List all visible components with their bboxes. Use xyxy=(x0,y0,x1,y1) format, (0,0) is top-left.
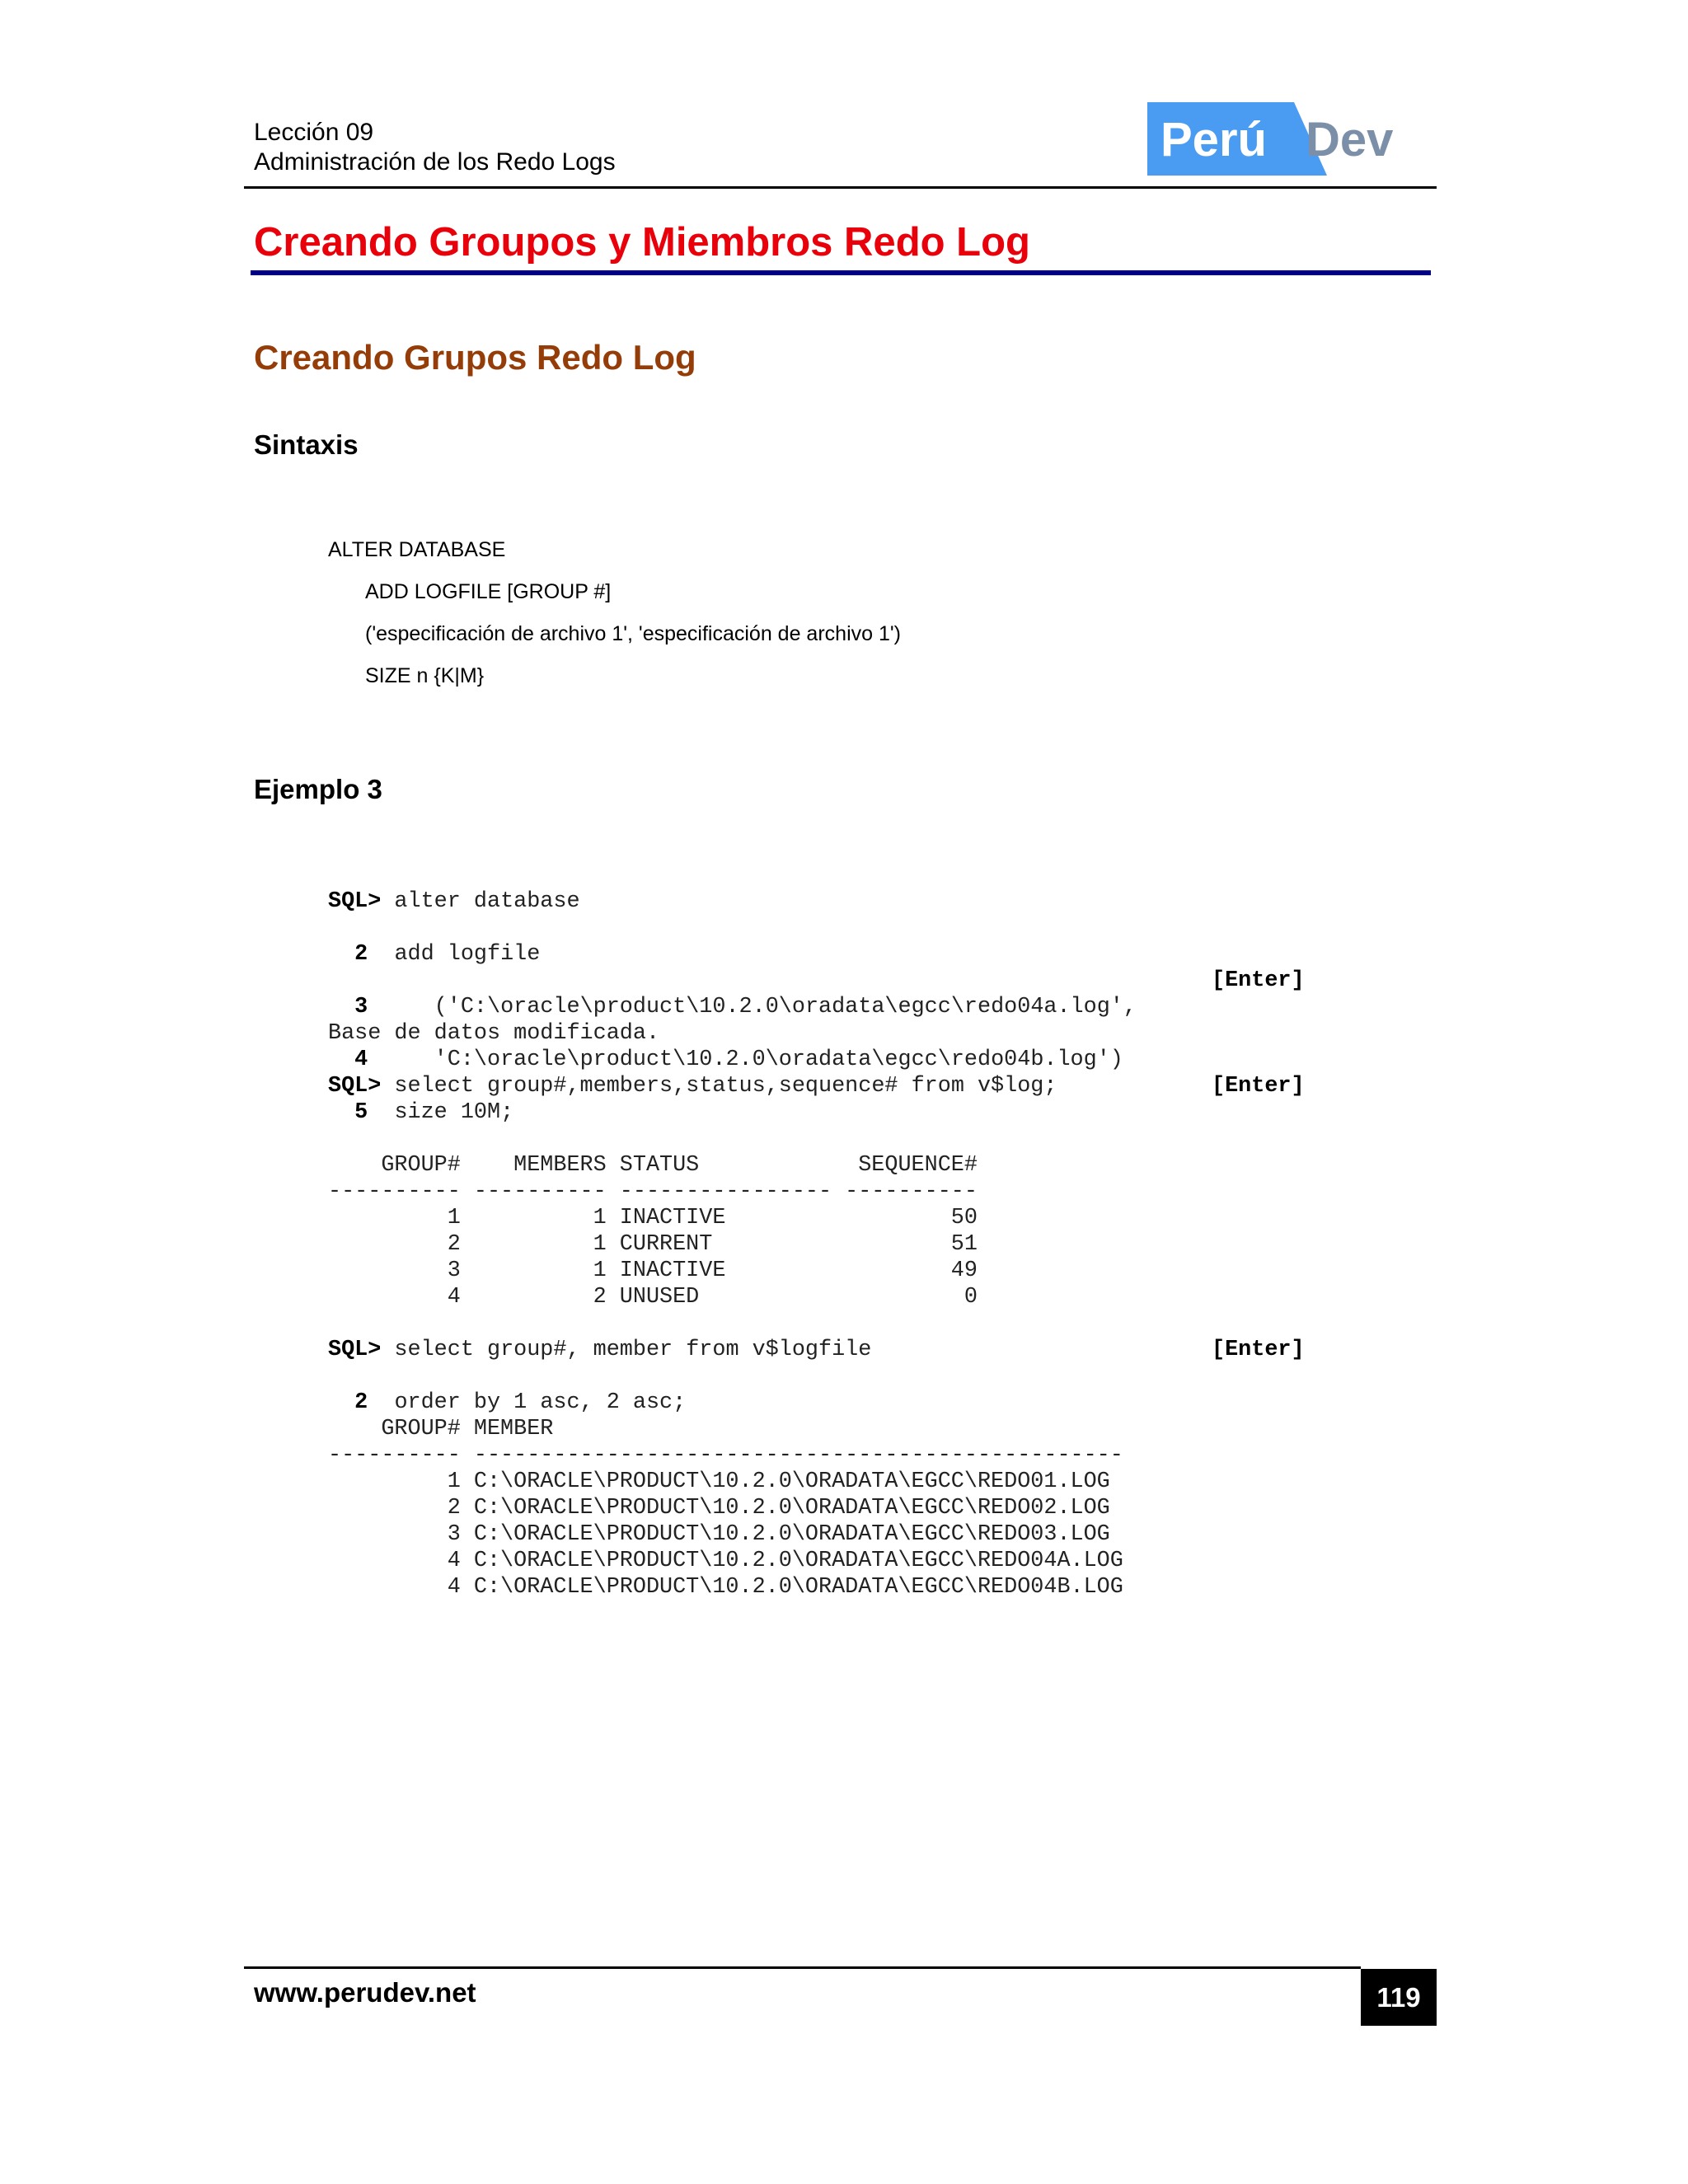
footer-url: www.perudev.net xyxy=(254,1977,476,2008)
table-row: 4 C:\ORACLE\PRODUCT\10.2.0\ORADATA\EGCC\REDO04B.LOG xyxy=(328,1575,1123,1600)
sql-prompt: SQL> xyxy=(328,1074,382,1099)
table-body xyxy=(328,1416,1123,1601)
table-row: 1 1 INACTIVE 50 xyxy=(328,1206,978,1230)
table-row: 2 C:\ORACLE\PRODUCT\10.2.0\ORADATA\EGCC\REDO02.LOG xyxy=(328,1496,1110,1521)
sql-line: 2 order by 1 asc, 2 asc; xyxy=(354,1390,687,1415)
table-header: GROUP# MEMBER xyxy=(328,1417,554,1441)
sql-line: 5 size 10M; xyxy=(354,1100,514,1125)
table-row: 4 C:\ORACLE\PRODUCT\10.2.0\ORADATA\EGCC\REDO04A.LOG xyxy=(328,1549,1123,1573)
line-number: 2 xyxy=(354,942,368,967)
lesson-number: Lección 09 xyxy=(254,119,374,146)
line-number: 5 xyxy=(354,1100,368,1125)
sql-command-2: SQL> select group#,members,status,sequence# from v$log; xyxy=(328,1074,1057,1099)
section-title: Creando Grupos Redo Log xyxy=(254,338,696,377)
sql-command-1 xyxy=(328,862,1137,1152)
syntax-line-1: ALTER DATABASE xyxy=(328,538,506,561)
sql-prompt: SQL> xyxy=(328,889,382,914)
enter-key-1: [Enter] xyxy=(1212,968,1305,993)
sql-line: SQL> select group#, member from v$logfile xyxy=(328,1338,872,1362)
footer-rule xyxy=(244,1966,1361,1969)
logo-word-peru: Perú xyxy=(1160,113,1267,166)
page-title: Creando Groupos y Miembros Redo Log xyxy=(254,220,1030,265)
table-row: 3 1 INACTIVE 49 xyxy=(328,1258,978,1283)
result-message: Base de datos modificada. xyxy=(328,1021,660,1046)
table-row: 3 C:\ORACLE\PRODUCT\10.2.0\ORADATA\EGCC\REDO03.LOG xyxy=(328,1522,1110,1547)
table-row: 1 C:\ORACLE\PRODUCT\10.2.0\ORADATA\EGCC\REDO01.LOG xyxy=(328,1469,1110,1494)
line-number: 3 xyxy=(354,995,368,1019)
table-header: GROUP# MEMBERS STATUS SEQUENCE# xyxy=(328,1153,978,1178)
header-rule xyxy=(244,186,1437,189)
line-number: 4 xyxy=(354,1047,368,1072)
enter-key-2: [Enter] xyxy=(1212,1074,1305,1099)
result-table-2 xyxy=(328,1390,1123,1627)
table-body xyxy=(328,1152,978,1310)
perudev-logo xyxy=(1147,102,1411,176)
table-row: 2 1 CURRENT 51 xyxy=(328,1232,978,1257)
enter-key-3: [Enter] xyxy=(1212,1338,1305,1362)
table-separator: ---------- ------------------------------------------------- xyxy=(328,1443,1123,1468)
sql-line: 2 add logfile xyxy=(354,942,541,967)
syntax-line-2: ADD LOGFILE [GROUP #] xyxy=(365,580,612,603)
syntax-line-3: ('especificación de archivo 1', 'especificación de archivo 1') xyxy=(365,622,901,645)
syntax-label: Sintaxis xyxy=(254,429,359,460)
title-underline xyxy=(251,270,1431,275)
logo-word-dev: Dev xyxy=(1306,113,1394,166)
sql-line: SQL> alter database xyxy=(328,889,580,914)
example-label: Ejemplo 3 xyxy=(254,774,382,804)
page-number: 119 xyxy=(1361,1969,1437,2026)
sql-line: 3 ('C:\oracle\product\10.2.0\oradata\egcc\redo04a.log', xyxy=(354,995,1137,1019)
lesson-subtitle: Administración de los Redo Logs xyxy=(254,148,616,176)
line-number: 2 xyxy=(354,1390,368,1415)
syntax-line-4: SIZE n {K|M} xyxy=(365,664,485,687)
sql-prompt: SQL> xyxy=(328,1338,382,1362)
table-row: 4 2 UNUSED 0 xyxy=(328,1285,978,1310)
sql-line: 4 'C:\oracle\product\10.2.0\oradata\egcc\redo04b.log') xyxy=(354,1047,1123,1072)
table-separator: ---------- ---------- ---------------- ---------- xyxy=(328,1179,978,1204)
result-table-1 xyxy=(328,1126,978,1337)
